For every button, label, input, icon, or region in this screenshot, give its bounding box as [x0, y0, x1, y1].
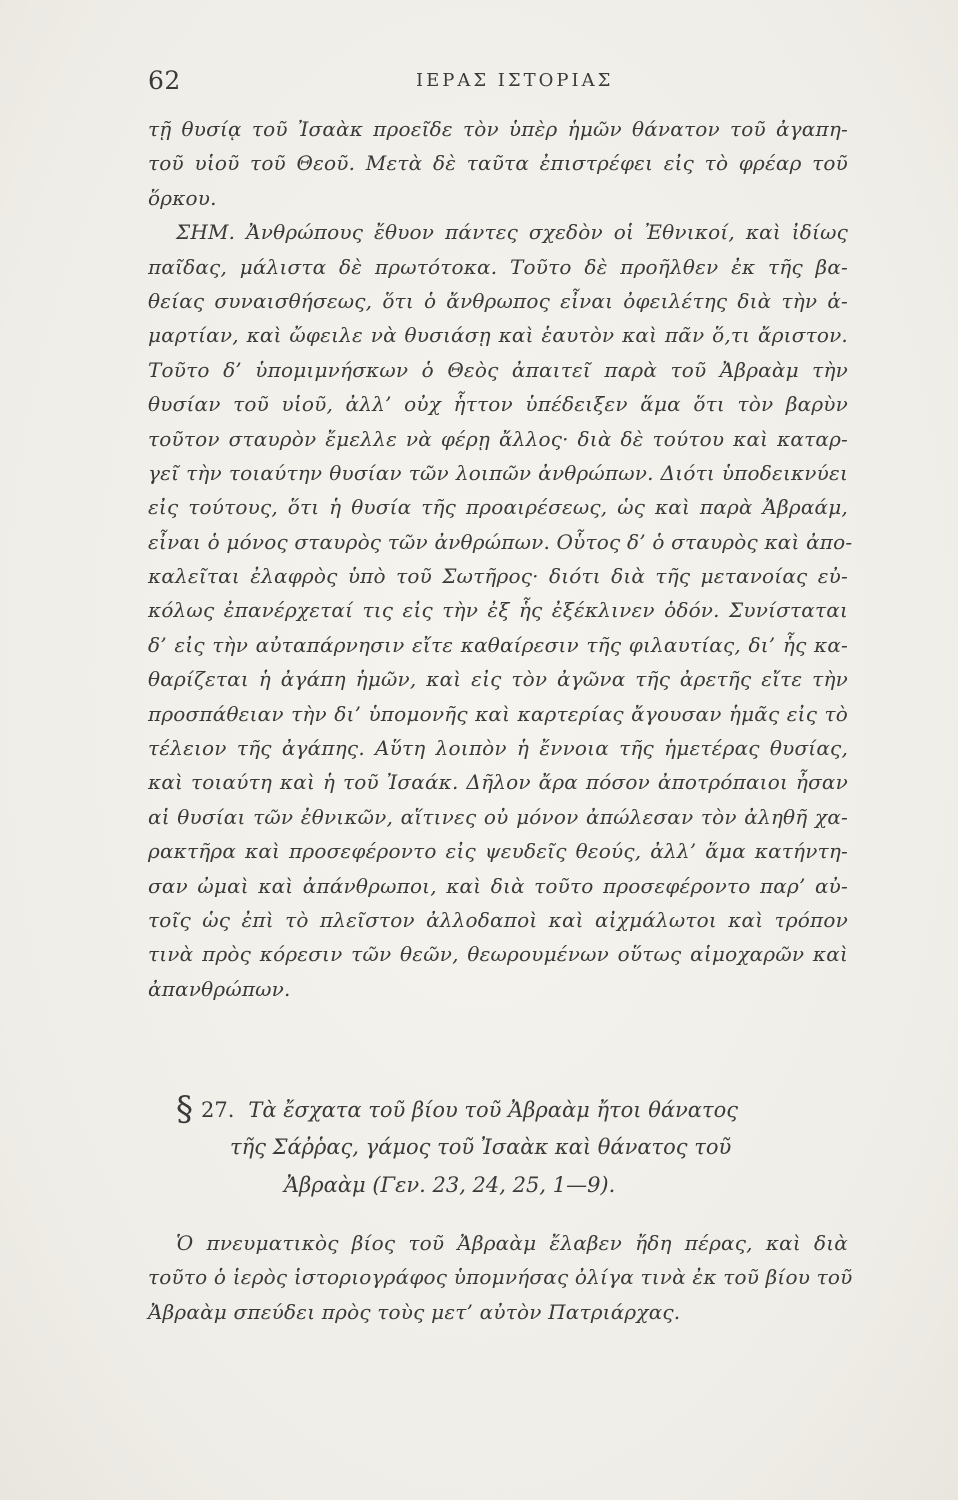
section-title-line-3: Ἀβραὰμ (Γεν. 23, 24, 25, 1—9). — [284, 1173, 616, 1197]
text-line: εἰς τούτους, ὅτι ἡ θυσία τῆς προαιρέσεως, ὡς καὶ παρὰ Ἀβραάμ, — [148, 495, 848, 520]
paragraph-2 — [148, 1226, 853, 1329]
text-line: τοῦ υἱοῦ τοῦ Θεοῦ. Μετὰ δὲ ταῦτα ἐπιστρέφει εἰς τὸ φρέαρ τοῦ — [148, 151, 848, 176]
section-title-line-1 — [148, 1090, 848, 1128]
body-text — [148, 112, 853, 1006]
text-line: τέλειον τῆς ἀγάπης. Αὕτη λοιπὸν ἡ ἔννοια τῆς ἡμετέρας θυσίας, — [148, 736, 848, 761]
text-line: σαν ὠμαὶ καὶ ἀπάνθρωποι, καὶ διὰ τοῦτο προσεφέροντο παρ’ αὐ- — [148, 873, 848, 898]
text-line: καλεῖται ἐλαφρὸς ὑπὸ τοῦ Σωτῆρος· διότι διὰ τῆς μετανοίας εὐ- — [148, 564, 848, 589]
text-line: θαρίζεται ἡ ἀγάπη ἡμῶν, καὶ εἰς τὸν ἀγῶνα τῆς ἀρετῆς εἴτε τὴν — [148, 667, 848, 692]
section-title-text: Τὰ ἔσχατα τοῦ βίου τοῦ Ἀβραὰμ ἤτοι θάνατος — [248, 1098, 738, 1122]
text-line: τοῖς ὡς ἐπὶ τὸ πλεῖστον ἀλλοδαποὶ καὶ αἰχμάλωτοι καὶ τρόπον — [148, 907, 848, 932]
section-number: 27. — [201, 1098, 235, 1122]
text-line: ἀπανθρώπων. — [148, 976, 291, 1001]
section-heading — [148, 1090, 848, 1204]
page-header — [148, 66, 848, 96]
text-line: τῇ θυσίᾳ τοῦ Ἰσαὰκ προεῖδε τὸν ὑπὲρ ἡμῶν θάνατον τοῦ ἀγαπη- — [148, 117, 848, 141]
note-paragraph — [148, 215, 853, 1006]
text-line: τοῦτον σταυρὸν ἔμελλε νὰ φέρῃ ἄλλος· διὰ δὲ τούτου καὶ καταρ- — [148, 426, 848, 451]
section-title-line-2: τῆς Σάῤῥας, γάμος τοῦ Ἰσαὰκ καὶ θάνατος τοῦ — [230, 1135, 732, 1159]
text-line: καὶ τοιαύτη καὶ ἡ τοῦ Ἰσαάκ. Δῆλον ἄρα πόσον ἀποτρόπαιοι ἦσαν — [148, 770, 848, 795]
page-number: 62 — [148, 66, 181, 95]
text-line: ΣΗΜ. Ἀνθρώπους ἔθυον πάντες σχεδὸν οἱ Ἐθνικοί, καὶ ἰδίως — [176, 220, 848, 245]
section-sign: § — [176, 1089, 193, 1129]
text-line: γεῖ τὴν τοιαύτην θυσίαν τῶν λοιπῶν ἀνθρώπων. Διότι ὑποδεικνύει — [148, 460, 848, 485]
text-line: ὅρκου. — [148, 185, 217, 210]
text-line: μαρτίαν, καὶ ὤφειλε νὰ θυσιάσῃ καὶ ἑαυτὸν καὶ πᾶν ὅ,τι ἄριστον. — [148, 323, 848, 348]
text-line: προσπάθειαν τὴν δι’ ὑπομονῆς καὶ καρτερίας ἄγουσαν ἡμᾶς εἰς τὸ — [148, 701, 848, 726]
text-line: εἶναι ὁ μόνος σταυρὸς τῶν ἀνθρώπων. Οὗτος δ’ ὁ σταυρὸς καὶ ἀπο- — [148, 529, 853, 554]
text-line: κόλως ἐπανέρχεταί τις εἰς τὴν ἐξ ἧς ἐξέκλινεν ὁδόν. Συνίσταται — [148, 598, 848, 623]
text-line: Τοῦτο δ’ ὑπομιμνήσκων ὁ Θεὸς ἀπαιτεῖ παρὰ τοῦ Ἀβραὰμ τὴν — [148, 357, 848, 382]
paragraph-1 — [148, 112, 848, 215]
text-line: θυσίαν τοῦ υἱοῦ, ἀλλ’ οὐχ ἧττον ὑπέδειξεν ἅμα ὅτι τὸν βαρὺν — [148, 392, 848, 417]
text-line: τοῦτο ὁ ἱερὸς ἱστοριογράφος ὑπομνήσας ὀλίγα τινὰ ἐκ τοῦ βίου τοῦ — [148, 1265, 853, 1290]
text-line: αἱ θυσίαι τῶν ἐθνικῶν, αἵτινες οὐ μόνον ἀπώλεσαν τὸν ἀληθῆ χα- — [148, 804, 848, 829]
text-line: δ’ εἰς τὴν αὐταπάρνησιν εἴτε καθαίρεσιν τῆς φιλαυτίας, δι’ ἧς κα- — [148, 632, 848, 657]
text-line: Ὁ πνευματικὸς βίος τοῦ Ἀβραὰμ ἔλαβεν ἤδη πέρας, καὶ διὰ — [176, 1231, 848, 1255]
text-line: Ἀβραὰμ σπεύδει πρὸς τοὺς μετ’ αὐτὸν Πατριάρχας. — [148, 1299, 681, 1324]
text-line: τινὰ πρὸς κόρεσιν τῶν θεῶν, θεωρουμένων οὕτως αἱμοχαρῶν καὶ — [148, 942, 848, 967]
text-line: θείας συναισθήσεως, ὅτι ὁ ἄνθρωπος εἶναι ὀφειλέτης διὰ τὴν ἁ- — [148, 288, 848, 313]
text-line: παῖδας, μάλιστα δὲ πρωτότοκα. Τοῦτο δὲ προῆλθεν ἐκ τῆς βα- — [148, 254, 848, 279]
running-head: ΙΕΡΑΣ ΙΣΤΟΡΙΑΣ — [416, 70, 614, 91]
text-line: ρακτῆρα καὶ προσεφέροντο εἰς ψευδεῖς θεούς, ἀλλ’ ἅμα κατήντη- — [148, 839, 848, 864]
